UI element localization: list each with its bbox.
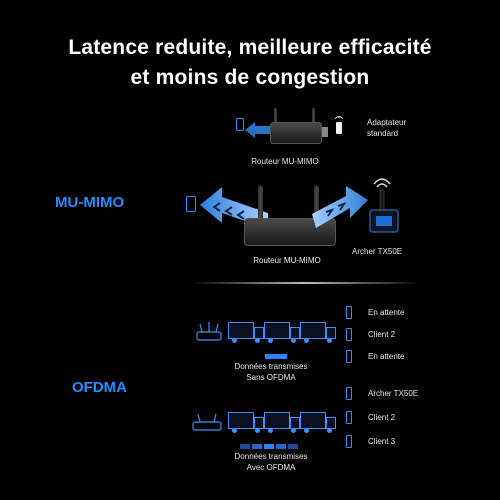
bottom-caption-1: Données transmises <box>234 452 308 461</box>
heading-line-2: et moins de congestion <box>130 66 370 89</box>
left-phone-icon <box>186 196 196 212</box>
ofdma-bottom-router-icon <box>192 412 222 437</box>
top-client-1: En attente <box>368 308 405 317</box>
ofdma-section-label: OFDMA <box>72 379 127 396</box>
top-adapter-label-1: Adaptateur <box>367 118 407 127</box>
section-divider <box>190 282 420 284</box>
bottom-caption-2: Avec OFDMA <box>246 463 296 472</box>
top-caption-2: Sans OFDMA <box>246 373 296 382</box>
top-right-arrow-icon <box>322 124 330 142</box>
top-left-arrow-icon <box>245 120 271 145</box>
top-client-3: En attente <box>368 352 405 361</box>
archer-label: Archer TX50E <box>352 247 403 256</box>
right-arrow-icon <box>312 184 368 237</box>
heading-line-1: Latence reduite, meilleure efficacité <box>68 36 432 59</box>
client-device-icon <box>346 387 352 400</box>
archer-tx50e-adapter-icon <box>366 174 402 241</box>
top-client-2: Client 2 <box>368 330 396 339</box>
client-device-icon <box>346 350 352 363</box>
ofdma-top-router-icon <box>196 322 222 347</box>
client-device-icon <box>346 328 352 341</box>
top-adapter-label-2: standard <box>367 129 399 138</box>
top-standard-adapter-icon <box>332 114 346 141</box>
client-device-icon <box>346 306 352 319</box>
client-device-icon <box>346 435 352 448</box>
data-bar-top <box>265 354 287 359</box>
bottom-client-3: Client 3 <box>368 437 396 446</box>
top-phone-icon <box>236 118 244 131</box>
client-device-icon <box>346 411 352 424</box>
bottom-client-1: Archer TX50E <box>368 389 419 398</box>
top-caption-1: Données transmises <box>234 362 308 371</box>
main-router-label: Routeur MU-MIMO <box>253 256 321 265</box>
mumimo-section-label: MU-MIMO <box>55 194 125 211</box>
top-router-label: Routeur MU-MIMO <box>251 157 319 166</box>
bottom-client-2: Client 2 <box>368 413 396 422</box>
